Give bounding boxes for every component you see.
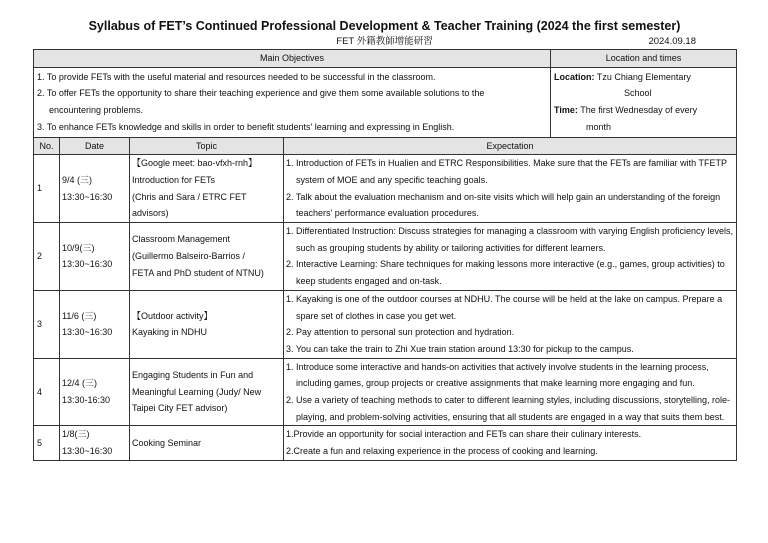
location-value-cont: School xyxy=(624,88,652,99)
subtitle-row xyxy=(33,34,736,49)
objectives-header-row xyxy=(34,50,737,68)
expectation-item: 3. You can take the train to Zhi Xue train station around 13:30 for pickup to the campus. xyxy=(286,343,634,354)
session-topic-line: 【Outdoor activity】 xyxy=(132,310,213,321)
expectation-list xyxy=(286,359,734,426)
document-date: 2024.09.18 xyxy=(648,36,696,47)
time-value: The first Wednesday of every xyxy=(580,105,698,116)
session-date-line: 11/6 (三) xyxy=(62,310,97,321)
col-expectation-header: Expectation xyxy=(284,137,737,155)
objective-2-cont: encountering problems. xyxy=(49,105,144,116)
session-number: 5 xyxy=(34,426,60,460)
session-topic-line: advisors) xyxy=(132,208,169,219)
col-date-header: Date xyxy=(60,137,130,155)
document-subtitle: FET 外籍教師增能研習 xyxy=(336,36,433,47)
session-topic-line: Meaningful Learning (Judy/ New xyxy=(132,386,262,397)
session-expectations xyxy=(284,426,737,460)
time-label: Time: xyxy=(554,105,578,116)
time-value-cont: month xyxy=(586,121,612,132)
expectation-list xyxy=(286,291,734,358)
expectation-item: 1. Introduction of FETs in Hualien and ETRC Responsibilities. Make sure that the FETs are familiar with TFETP system of MOE and any specific teaching goals. xyxy=(286,158,727,185)
expectation-item: 2. Interactive Learning: Share techniques for making lessons more interactive (e.g., games, group activities) to keep students engaged and on-task. xyxy=(286,259,725,287)
expectation-item: 2. Talk about the evaluation mechanism and on-site visits which will help gain an understanding of the foreign teachers' performance evaluation procedures. xyxy=(286,191,721,219)
session-row xyxy=(34,223,737,291)
expectation-item: 2. Pay attention to personal sun protection and hydration. xyxy=(286,327,515,338)
session-topic-line: Introduction for FETs xyxy=(132,174,216,185)
session-topic xyxy=(130,223,284,291)
session-date-line: 13:30~16:30 xyxy=(62,446,113,457)
session-number: 1 xyxy=(34,155,60,223)
objectives-row xyxy=(34,67,737,137)
expectation-list xyxy=(286,155,734,222)
session-date-line: 13:30-16:30 xyxy=(62,395,111,406)
session-expectations xyxy=(284,155,737,223)
expectation-list xyxy=(286,426,734,459)
expectation-item: 2. Use a variety of teaching methods to cater to different learning styles, including discussions, storytelling, role-playing, and problem-solving activities, ensuring that all students are engaged in a way that suits them best. xyxy=(286,395,731,422)
session-row xyxy=(34,290,737,358)
session-number: 3 xyxy=(34,290,60,358)
main-objectives-header: Main Objectives xyxy=(34,50,551,68)
session-topic-line: Cooking Seminar xyxy=(132,437,202,448)
objective-3: 3. To enhance FETs knowledge and skills in order to benefit students' learning and expressing in English. xyxy=(37,121,455,132)
session-date xyxy=(60,290,130,358)
session-topic-line: 【Google meet: bao-vfxh-rnh】 xyxy=(132,158,258,169)
session-topic xyxy=(130,290,284,358)
session-expectations xyxy=(284,290,737,358)
session-topic-line: Classroom Management xyxy=(132,234,231,245)
session-date xyxy=(60,155,130,223)
session-expectations xyxy=(284,223,737,291)
session-date-line: 13:30~16:30 xyxy=(62,327,113,338)
objectives-cell xyxy=(34,67,551,137)
session-topic-line: Taipei City FET advisor) xyxy=(132,403,228,414)
expectation-item: 1. Introduce some interactive and hands-on activities that actively involve students in the learning process, including games, group projects or creative assignments that make learning more engaging and fun. xyxy=(286,361,709,389)
session-number: 2 xyxy=(34,223,60,291)
session-topic xyxy=(130,426,284,460)
session-row xyxy=(34,426,737,460)
session-row xyxy=(34,155,737,223)
expectation-item: 1. Differentiated Instruction: Discuss strategies for managing a classroom with varying English proficiency levels, such as grouping students by ability or tailoring activities for different learners. xyxy=(286,226,734,253)
session-date xyxy=(60,358,130,426)
session-expectations xyxy=(284,358,737,426)
expectation-item: 1.Provide an opportunity for social interaction and FETs can share their culinary interests. xyxy=(286,429,642,440)
session-date-line: 9/4 (三) xyxy=(62,174,93,185)
column-header-row xyxy=(34,137,737,155)
session-date xyxy=(60,426,130,460)
session-topic xyxy=(130,155,284,223)
document-title: Syllabus of FET’s Continued Professional Development & Teacher Training (2024 the first semester) xyxy=(88,19,681,33)
location-cell xyxy=(551,67,737,137)
col-no-header: No. xyxy=(34,137,60,155)
session-date xyxy=(60,223,130,291)
expectation-item: 2.Create a fun and relaxing experience in the process of cooking and learning. xyxy=(286,446,598,457)
col-topic-header: Topic xyxy=(130,137,284,155)
session-topic xyxy=(130,358,284,426)
session-topic-line: FETA and PhD student of NTNU) xyxy=(132,267,264,278)
session-topic-line: Kayaking in NDHU xyxy=(132,327,208,338)
expectation-item: 1. Kayaking is one of the outdoor courses at NDHU. The course will be held at the lake on campus. Prepare a spare set of clothes in case you get wet. xyxy=(286,293,723,321)
session-topic-line: (Chris and Sara / ETRC FET xyxy=(132,191,247,202)
session-date-line: 13:30~16:30 xyxy=(62,259,113,270)
objective-1: 1. To provide FETs with the useful material and resources needed to be successful in the classroom. xyxy=(37,71,436,82)
session-topic-line: (Guillermo Balseiro-Barrios / xyxy=(132,251,246,262)
session-topic-line: Engaging Students in Fun and xyxy=(132,370,254,380)
session-date-line: 10/9(三) xyxy=(62,242,95,253)
session-row xyxy=(34,358,737,426)
session-date-line: 13:30~16:30 xyxy=(62,191,113,202)
location-label: Location: xyxy=(554,71,595,82)
syllabus-page xyxy=(33,18,736,461)
location-value: Tzu Chiang Elementary xyxy=(596,71,691,82)
syllabus-table xyxy=(33,49,737,461)
session-number: 4 xyxy=(34,358,60,426)
session-date-line: 1/8(三) xyxy=(62,429,90,440)
objective-2: 2. To offer FETs the opportunity to share their teaching experience and give them some available solutions to the xyxy=(37,88,485,99)
location-header: Location and times xyxy=(551,50,737,68)
session-date-line: 12/4 (三) xyxy=(62,378,98,389)
expectation-list xyxy=(286,223,734,290)
